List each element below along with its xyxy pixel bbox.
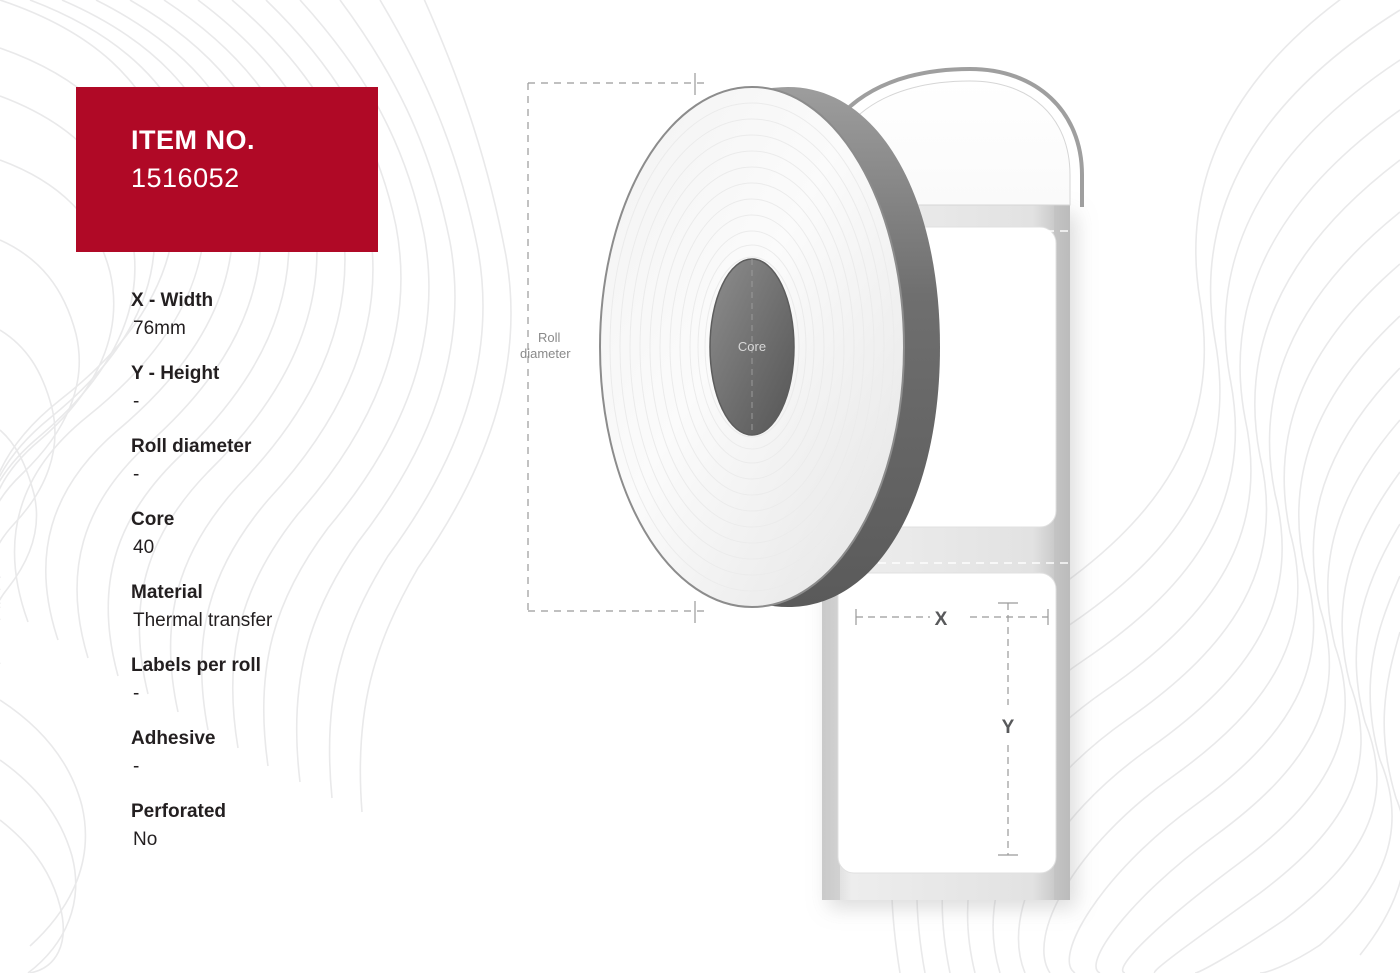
roll-body bbox=[600, 87, 940, 607]
spec-row-perforated bbox=[131, 799, 461, 855]
spec-list bbox=[131, 288, 461, 872]
spec-row-core bbox=[131, 507, 461, 563]
core-label: Core bbox=[737, 339, 767, 354]
y-dimension-label: Y bbox=[1001, 717, 1015, 738]
spec-label-x-width: X - Width bbox=[131, 290, 214, 311]
spec-row-adhesive bbox=[131, 726, 461, 782]
label-roll-illustration bbox=[470, 55, 1130, 945]
spec-label-adhesive: Adhesive bbox=[131, 728, 216, 749]
spec-value-perforated: No bbox=[133, 829, 158, 850]
spec-row-x-width bbox=[131, 288, 461, 344]
item-no-label: ITEM NO. bbox=[131, 125, 255, 155]
spec-label-y-height: Y - Height bbox=[131, 363, 220, 384]
spec-value-labels-per-roll: - bbox=[133, 683, 140, 704]
spec-row-labels-per-roll bbox=[131, 653, 461, 709]
roll-diameter-text-line1: Roll bbox=[538, 330, 561, 345]
spec-row-material bbox=[131, 580, 461, 636]
spec-value-roll-diameter: - bbox=[133, 464, 140, 485]
spec-label-core: Core bbox=[131, 509, 175, 530]
spec-label-roll-diameter: Roll diameter bbox=[131, 436, 252, 457]
roll-diameter-text-line2: diameter bbox=[520, 346, 571, 361]
spec-row-y-height bbox=[131, 361, 461, 417]
spec-label-material: Material bbox=[131, 582, 203, 603]
item-no-value: 1516052 bbox=[131, 163, 240, 193]
spec-label-labels-per-roll: Labels per roll bbox=[131, 655, 261, 676]
spec-value-adhesive: - bbox=[133, 756, 140, 777]
spec-value-x-width: 76mm bbox=[133, 318, 186, 339]
x-dimension-label: X bbox=[934, 609, 948, 630]
spec-value-material: Thermal transfer bbox=[133, 610, 273, 631]
spec-label-perforated: Perforated bbox=[131, 801, 227, 822]
item-number-banner bbox=[76, 87, 378, 252]
spec-value-y-height: - bbox=[133, 391, 140, 412]
spec-row-roll-diameter bbox=[131, 434, 461, 490]
spec-value-core: 40 bbox=[133, 537, 155, 558]
